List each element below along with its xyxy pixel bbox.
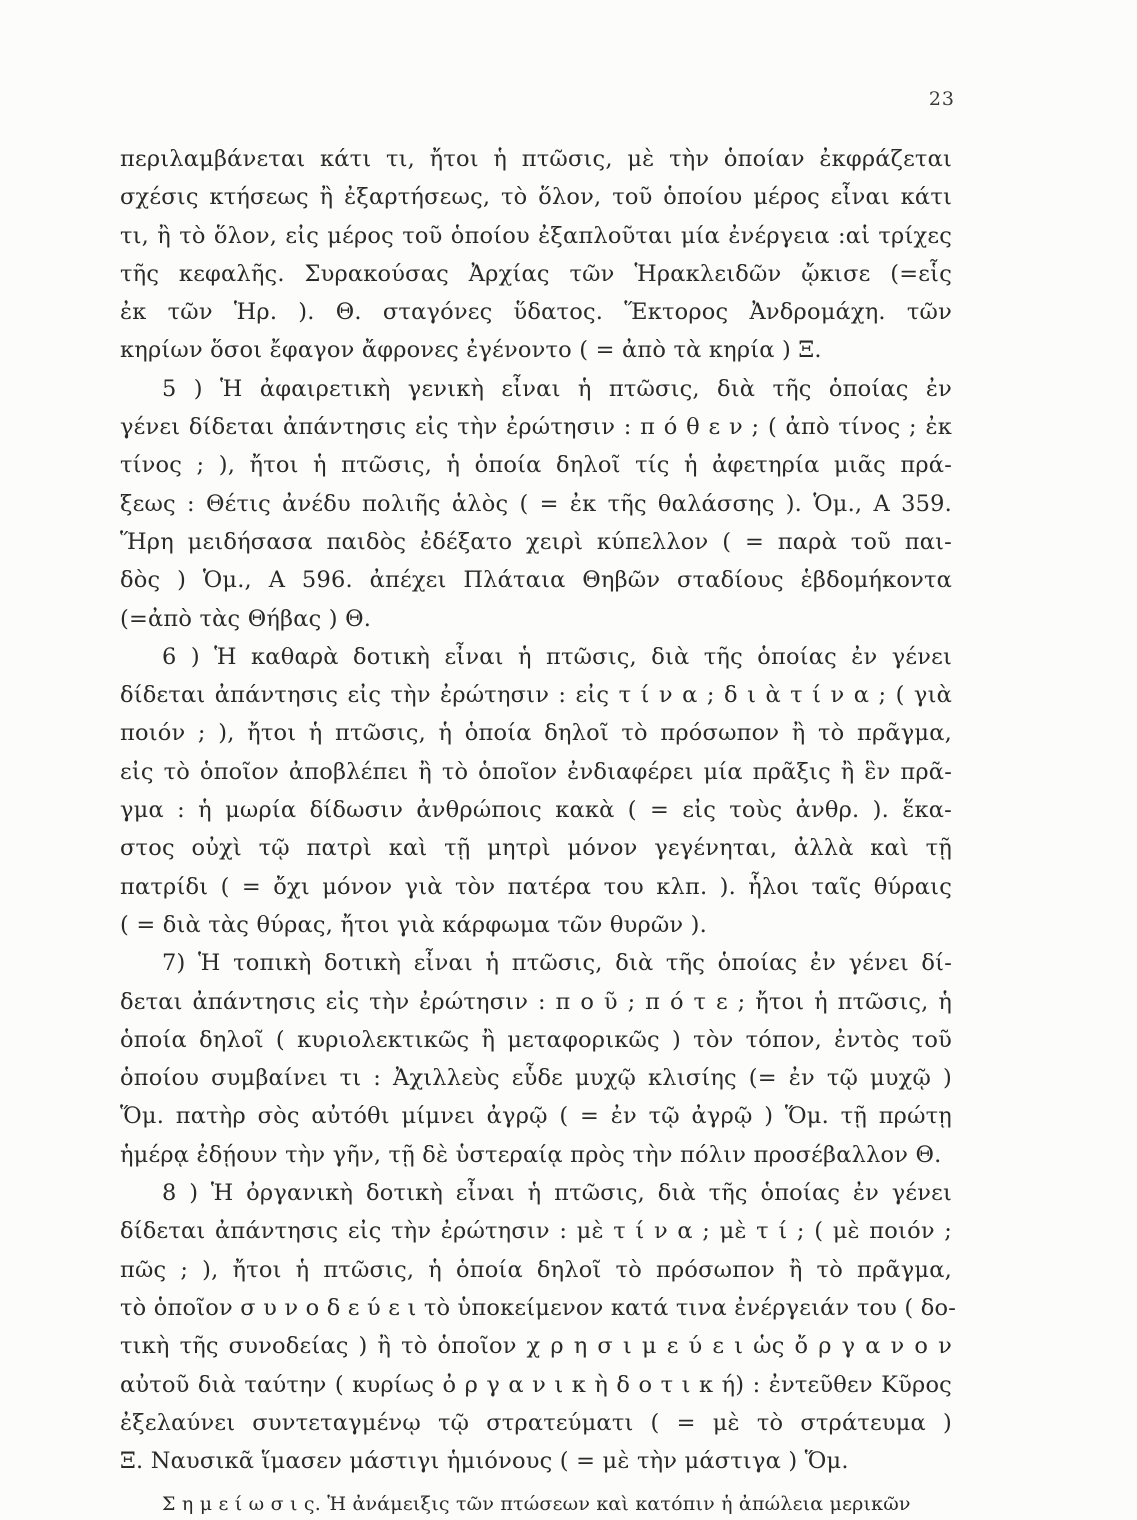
text-line: ξεως : Θέτις ἀνέδυ πολιῆς ἁλὸς ( = ἐκ τῆς θαλάσσης ). Ὁμ., Α 359. — [120, 490, 952, 517]
text-line: δίδεται ἀπάντησις εἰς τὴν ἐρώτησιν : μὲ τ ί ν α ; μὲ τ ί ; ( μὲ ποιόν ; — [120, 1218, 952, 1245]
text-line: γμα : ἡ μωρία δίδωσιν ἀνθρώποις κακὰ ( = εἰς τοὺς ἀνθρ. ). ἕκα- — [120, 797, 952, 824]
text-line: ὁποία δηλοῖ ( κυριολεκτικῶς ἢ μεταφορικῶς ) τὸν τόπον, ἐντὸς τοῦ — [120, 1026, 952, 1053]
text-line: δίδεται ἀπάντησις εἰς τὴν ἐρώτησιν : εἰς τ ί ν α ; δ ι ὰ τ ί ν α ; ( γιὰ — [120, 682, 952, 709]
footnote: Σ η μ ε ί ω σ ι ς. Ἡ ἀνάμειξις τῶν πτώσεων καὶ κατόπιν ἡ ἀπώλεια μερικῶν — [162, 1493, 911, 1516]
text-line: στος οὐχὶ τῷ πατρὶ καὶ τῇ μητρὶ μόνον γεγένηται, ἀλλὰ καὶ τῇ — [120, 835, 952, 862]
text-line: περιλαμβάνεται κάτι τι, ἤτοι ἡ πτῶσις, μὲ τὴν ὁποίαν ἐκφράζεται — [120, 146, 952, 172]
text-line: πατρίδι ( = ὄχι μόνον γιὰ τὸν πατέρα του κλπ. ). ἧλοι ταῖς θύραις — [120, 873, 952, 900]
section-8-heading-line: 8 ) Ἡ ὀργανικὴ δοτικὴ εἶναι ἡ πτῶσις, διὰ τῆς ὁποίας ἐν γένει — [162, 1180, 952, 1207]
text-line: γένει δίδεται ἀπάντησις εἰς τὴν ἐρώτησιν : π ό θ ε ν ; ( ἀπὸ τίνος ; ἐκ — [120, 414, 952, 441]
text-line: Ὅμ. πατὴρ σὸς αὐτόθι μίμνει ἀγρῷ ( = ἐν τῷ ἀγρῷ ) Ὅμ. τῇ πρώτῃ — [120, 1103, 952, 1130]
text-line: εἰς τὸ ὁποῖον ἀποβλέπει ἢ τὸ ὁποῖον ἐνδιαφέρει μία πρᾶξις ἢ ἓν πρᾶ- — [120, 758, 952, 785]
section-6-heading-line: 6 ) Ἡ καθαρὰ δοτικὴ εἶναι ἡ πτῶσις, διὰ τῆς ὁποίας ἐν γένει — [162, 643, 952, 670]
text-line: ἐκ τῶν Ἡρ. ). Θ. σταγόνες ὕδατος. Ἕκτορος Ἀνδρομάχη. τῶν — [120, 299, 952, 326]
text-line: τίνος ; ), ἤτοι ἡ πτῶσις, ἡ ὁποία δηλοῖ τίς ἡ ἀφετηρία μιᾶς πρά- — [120, 452, 952, 479]
text-line: ἡμέρᾳ ἐδῄουν τὴν γῆν, τῇ δὲ ὑστεραίᾳ πρὸς τὴν πόλιν προσέβαλλον Θ. — [120, 1141, 942, 1168]
text-line: ὁποίου συμβαίνει τι : Ἀχιλλεὺς εὗδε μυχῷ κλισίης (= ἐν τῷ μυχῷ ) — [120, 1065, 952, 1092]
page-number: 23 — [928, 88, 955, 110]
text-line: κηρίων ὅσοι ἔφαγον ἄφρονες ἐγένοντο ( = ἀπὸ τὰ κηρία ) Ξ. — [120, 337, 822, 364]
section-7-heading-line: 7) Ἡ τοπικὴ δοτικὴ εἶναι ἡ πτῶσις, διὰ τῆς ὁποίας ἐν γένει δί- — [162, 950, 952, 977]
text-line: αὐτοῦ διὰ ταύτην ( κυρίως ὀ ρ γ α ν ι κ ὴ δ ο τ ι κ ή) : ἐντεῦθεν Κῦρος — [120, 1371, 952, 1398]
text-line: (=ἀπὸ τὰς Θήβας ) Θ. — [120, 605, 372, 632]
text-line: ἐξελαύνει συντεταγμένῳ τῷ στρατεύματι ( = μὲ τὸ στράτευμα ) — [120, 1409, 952, 1436]
text-line: τὸ ὁποῖον σ υ ν ο δ ε ύ ε ι τὸ ὑποκείμενον κατά τινα ἐνέργειάν του ( δο- — [120, 1294, 957, 1321]
text-line: ποιόν ; ), ἤτοι ἡ πτῶσις, ἡ ὁποία δηλοῖ τὸ πρόσωπον ἢ τὸ πρᾶγμα, — [120, 720, 952, 747]
text-line: πῶς ; ), ἤτοι ἡ πτῶσις, ἡ ὁποία δηλοῖ τὸ πρόσωπον ἢ τὸ πρᾶγμα, — [120, 1256, 952, 1283]
text-line: δεται ἀπάντησις εἰς τὴν ἐρώτησιν : π ο ῦ ; π ό τ ε ; ἤτοι ἡ πτῶσις, ἡ — [120, 988, 952, 1015]
text-line: τικὴ τῆς συνοδείας ) ἢ τὸ ὁποῖον χ ρ η σ ι μ ε ύ ε ι ὡς ὄ ρ γ α ν ο ν — [120, 1333, 952, 1360]
text-line: Ἥρη μειδήσασα παιδὸς ἐδέξατο χειρὶ κύπελλον ( = παρὰ τοῦ παι- — [120, 528, 952, 555]
text-line: Ξ. Ναυσικᾶ ἵμασεν μάστιγι ἡμιόνους ( = μὲ τὴν μάστιγα ) Ὅμ. — [120, 1448, 849, 1475]
section-5-heading-line: 5 ) Ἡ ἀφαιρετικὴ γενικὴ εἶναι ἡ πτῶσις, διὰ τῆς ὁποίας ἐν — [162, 375, 952, 402]
text-line: σχέσις κτήσεως ἢ ἐξαρτήσεως, τὸ ὅλον, τοῦ ὁποίου μέρος εἶναι κάτι — [120, 184, 952, 211]
text-line: δὸς ) Ὁμ., Α 596. ἀπέχει Πλάταια Θηβῶν σταδίους ἑβδομήκοντα — [120, 567, 952, 594]
text-line: τι, ἢ τὸ ὅλον, εἰς μέρος τοῦ ὁποίου ἐξαπλοῦται μία ἐνέργεια :αἱ τρίχες — [120, 222, 952, 249]
body-text — [120, 140, 957, 1520]
text-line: ( = διὰ τὰς θύρας, ἤτοι γιὰ κάρφωμα τῶν θυρῶν ). — [120, 911, 707, 938]
text-line: τῆς κεφαλῆς. Συρακούσας Ἀρχίας τῶν Ἡρακλειδῶν ᾤκισε (=εἷς — [120, 260, 952, 287]
